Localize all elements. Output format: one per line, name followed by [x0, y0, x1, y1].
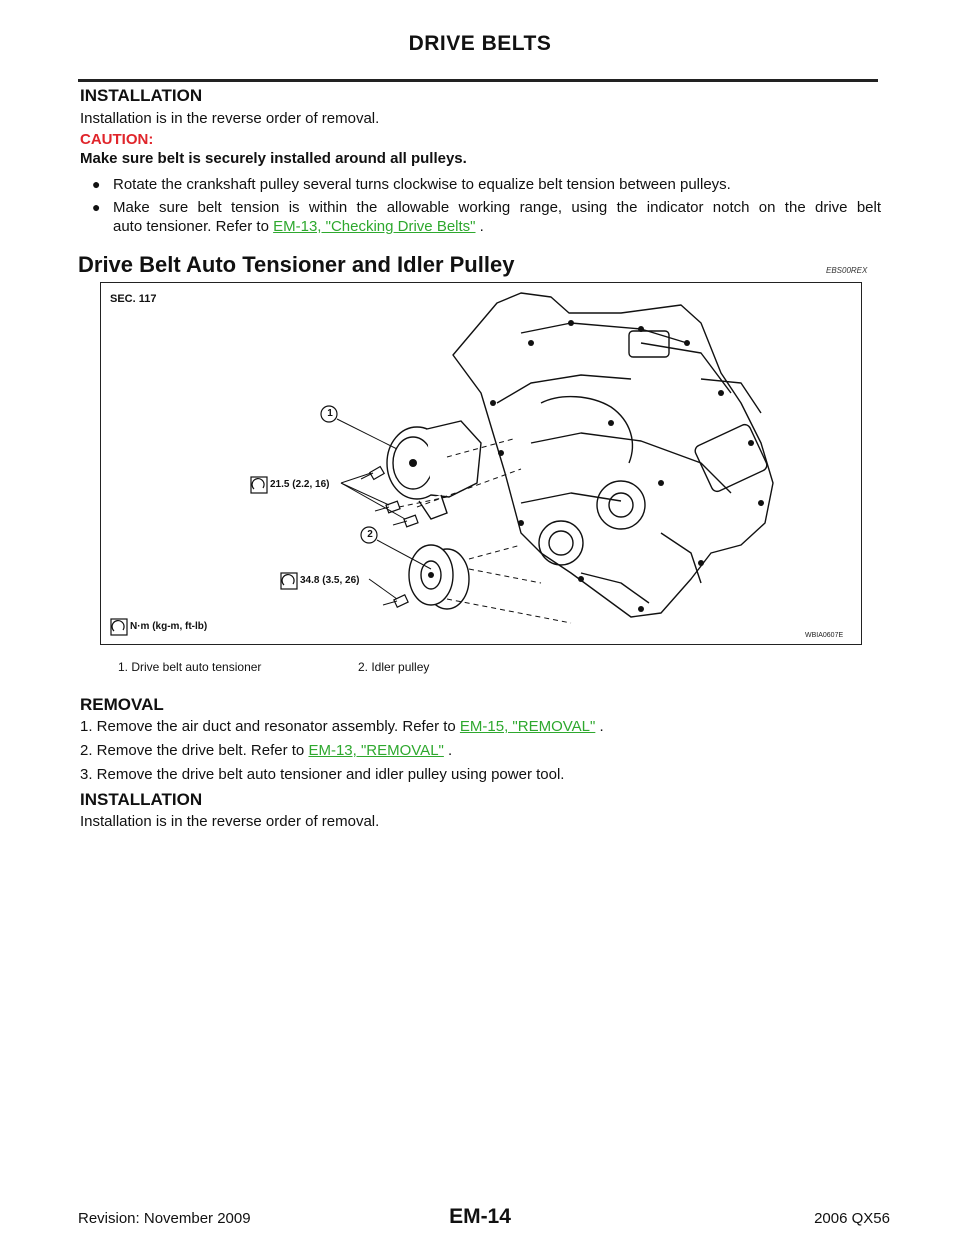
removal-step-2 [80, 742, 452, 760]
link-em-13-removal[interactable]: EM-13, "REMOVAL" [308, 742, 444, 759]
engine-front-cover-illustration [101, 283, 861, 644]
step-text: 1. Remove the air duct and resonator assembly. Refer to [80, 718, 460, 735]
installation-heading: INSTALLATION [80, 86, 203, 105]
exploded-diagram-figure [100, 282, 862, 645]
installation-intro: Installation is in the reverse order of removal. [80, 110, 380, 127]
header-divider [78, 79, 878, 82]
bullet-dot-icon: ● [92, 176, 101, 192]
bullet-text: Make sure belt tension is within the allowable working range, using the indicator notch on the drive belt [113, 199, 881, 216]
footer-model: 2006 QX56 [814, 1210, 890, 1227]
figure-image-code: WBIA0607E [805, 632, 844, 639]
torque-spec-tensioner: 21.5 (2.2, 16) [270, 479, 330, 490]
caution-label: CAUTION: [80, 131, 154, 148]
callout-2: 2 [367, 529, 373, 540]
footer-page-number: EM-14 [449, 1205, 511, 1228]
legend-item-1: 1. Drive belt auto tensioner [118, 660, 262, 674]
section-code: EBS00REX [826, 266, 868, 275]
bullet-dot-icon: ● [92, 199, 101, 215]
installation-text-2: Installation is in the reverse order of removal. [80, 813, 380, 830]
link-em-15-removal[interactable]: EM-15, "REMOVAL" [459, 718, 596, 735]
torque-spec-idler: 34.8 (3.5, 26) [300, 575, 360, 586]
caution-text: Make sure belt is securely installed around all pulleys. [80, 150, 467, 167]
legend-item-2: 2. Idler pulley [358, 660, 430, 674]
removal-step-1 [80, 718, 604, 736]
removal-heading: REMOVAL [80, 695, 164, 714]
callout-1: 1 [327, 408, 333, 419]
torque-unit-legend: N·m (kg-m, ft-lb) [130, 621, 208, 632]
installation-heading-2: INSTALLATION [80, 790, 203, 809]
step-text: . [443, 742, 453, 759]
figure-section-number: SEC. 117 [110, 293, 157, 305]
footer-revision: Revision: November 2009 [78, 1210, 251, 1227]
page-header-title: DRIVE BELTS [408, 32, 552, 55]
link-checking-drive-belts[interactable]: EM-13, "Checking Drive Belts" [273, 218, 476, 235]
step-text: 2. Remove the drive belt. Refer to [80, 742, 309, 759]
removal-step-3: 3. Remove the drive belt auto tensioner and idler pulley using power tool. [80, 766, 565, 783]
bullet-text: auto tensioner. Refer to [113, 218, 274, 235]
bullet-text: . [475, 218, 484, 235]
section-title: Drive Belt Auto Tensioner and Idler Pulley [78, 252, 515, 277]
bullet-text-line2 [113, 217, 484, 236]
step-text: . [595, 718, 604, 735]
bullet-text: Rotate the crankshaft pulley several turns clockwise to equalize belt tension between pulleys. [113, 176, 731, 193]
